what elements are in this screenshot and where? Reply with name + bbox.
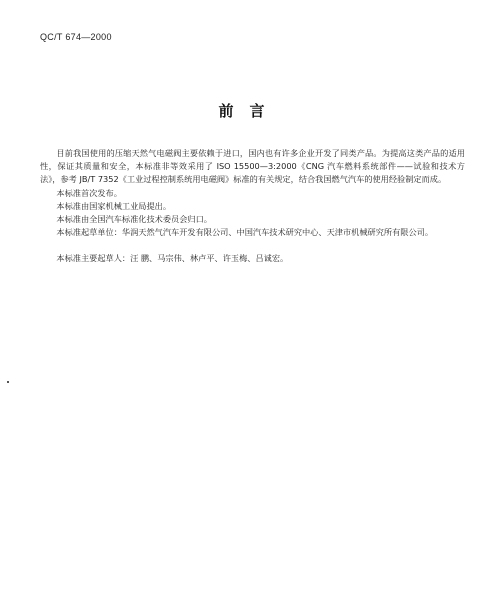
- paragraph-centralized: 本标准由全国汽车标准化技术委员会归口。: [56, 214, 212, 225]
- paragraph-drafting-units: 本标准起草单位：华润天然气汽车开发有限公司、中国汽车技术研究中心、天津市机械研究所有限公司。: [56, 227, 434, 238]
- standard-code: QC/T 674—2000: [40, 32, 112, 42]
- paragraph-first-release: 本标准首次发布。: [56, 187, 122, 198]
- paragraph-drafters: 本标准主要起草人：汪 鹏、马宗伟、林卢平、许玉梅、吕诚宏。: [56, 253, 289, 264]
- paragraph-proposer: 本标准由国家机械工业局提出。: [56, 200, 172, 211]
- foreword-body: [40, 147, 465, 266]
- paragraph-intro: 目前我国使用的压缩天然气电磁阀主要依赖于进口，国内也有许多企业开发了同类产品。为提高这类产品的适用性，保证其质量和安全，本标准非等效采用了 ISO 15500—3:2000《CNG 汽车燃料系统部件——试验和技术方法》，参考 JB/T 7352《工业过程控制系统用电磁阀》标准的有关规定，结合我国燃气汽车的使用经验制定而成。: [40, 148, 465, 185]
- page-title: 前言: [218, 102, 281, 120]
- scan-speck: [7, 381, 9, 383]
